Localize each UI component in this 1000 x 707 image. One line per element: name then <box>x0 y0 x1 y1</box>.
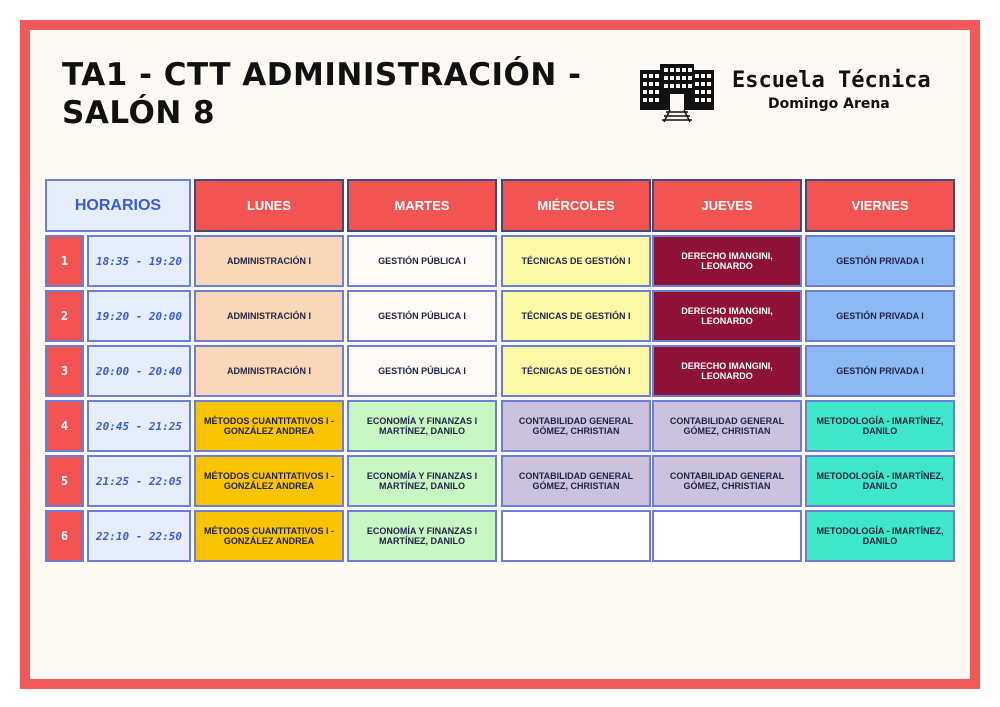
class-cell: METODOLOGÍA - IMARTÍNEZ, DANILO <box>805 510 955 562</box>
row-number: 2 <box>45 290 84 342</box>
row-number: 5 <box>45 455 84 507</box>
title-line-1: TA1 - CTT ADMINISTRACIÓN - <box>62 57 582 93</box>
row-number: 4 <box>45 400 84 452</box>
class-cell: CONTABILIDAD GENERAL GÓMEZ, CHRISTIAN <box>652 400 802 452</box>
class-cell: TÉCNICAS DE GESTIÓN I <box>501 235 651 287</box>
empty-class-cell <box>501 510 651 562</box>
class-cell: ECONOMÍA Y FINANZAS I MARTÍNEZ, DANILO <box>347 510 497 562</box>
class-cell: DERECHO IMANGINI, LEONARDO <box>652 290 802 342</box>
row-number: 1 <box>45 235 84 287</box>
class-cell: GESTIÓN PRIVADA I <box>805 345 955 397</box>
class-cell: MÉTODOS CUANTITATIVOS I - GONZÁLEZ ANDREA <box>194 510 344 562</box>
school-building-icon <box>636 62 718 124</box>
class-cell: ECONOMÍA Y FINANZAS I MARTÍNEZ, DANILO <box>347 455 497 507</box>
class-cell: METODOLOGÍA - IMARTÍNEZ, DANILO <box>805 400 955 452</box>
class-cell: GESTIÓN PÚBLICA I <box>347 345 497 397</box>
class-cell: ADMINISTRACIÓN I <box>194 290 344 342</box>
class-cell: GESTIÓN PRIVADA I <box>805 235 955 287</box>
class-cell: TÉCNICAS DE GESTIÓN I <box>501 290 651 342</box>
class-cell: MÉTODOS CUANTITATIVOS I - GONZÁLEZ ANDREA <box>194 455 344 507</box>
time-slot: 18:35 - 19:20 <box>87 235 191 287</box>
school-logo <box>636 62 936 128</box>
class-cell: ECONOMÍA Y FINANZAS I MARTÍNEZ, DANILO <box>347 400 497 452</box>
class-cell: GESTIÓN PÚBLICA I <box>347 290 497 342</box>
time-slot: 22:10 - 22:50 <box>87 510 191 562</box>
row-number: 3 <box>45 345 84 397</box>
page-title <box>62 56 622 132</box>
class-cell: MÉTODOS CUANTITATIVOS I - GONZÁLEZ ANDREA <box>194 400 344 452</box>
class-cell: ADMINISTRACIÓN I <box>194 345 344 397</box>
class-cell: GESTIÓN PÚBLICA I <box>347 235 497 287</box>
class-cell: CONTABILIDAD GENERAL GÓMEZ, CHRISTIAN <box>501 400 651 452</box>
class-cell: METODOLOGÍA - IMARTÍNEZ, DANILO <box>805 455 955 507</box>
header-day-1: LUNES <box>194 179 344 232</box>
class-cell: TÉCNICAS DE GESTIÓN I <box>501 345 651 397</box>
header-horarios: HORARIOS <box>45 179 191 232</box>
time-slot: 21:25 - 22:05 <box>87 455 191 507</box>
class-cell: GESTIÓN PRIVADA I <box>805 290 955 342</box>
class-cell: ADMINISTRACIÓN I <box>194 235 344 287</box>
class-cell: DERECHO IMANGINI, LEONARDO <box>652 235 802 287</box>
empty-class-cell <box>652 510 802 562</box>
class-cell: DERECHO IMANGINI, LEONARDO <box>652 345 802 397</box>
row-number: 6 <box>45 510 84 562</box>
header-day-3: MIÉRCOLES <box>501 179 651 232</box>
school-subtitle: Domingo Arena <box>768 96 890 112</box>
header-day-2: MARTES <box>347 179 497 232</box>
time-slot: 19:20 - 20:00 <box>87 290 191 342</box>
class-cell: CONTABILIDAD GENERAL GÓMEZ, CHRISTIAN <box>652 455 802 507</box>
header-day-5: VIERNES <box>805 179 955 232</box>
time-slot: 20:45 - 21:25 <box>87 400 191 452</box>
time-slot: 20:00 - 20:40 <box>87 345 191 397</box>
class-cell: CONTABILIDAD GENERAL GÓMEZ, CHRISTIAN <box>501 455 651 507</box>
title-line-2: SALÓN 8 <box>62 95 216 131</box>
school-name: Escuela Técnica <box>732 68 931 93</box>
header-day-4: JUEVES <box>652 179 802 232</box>
